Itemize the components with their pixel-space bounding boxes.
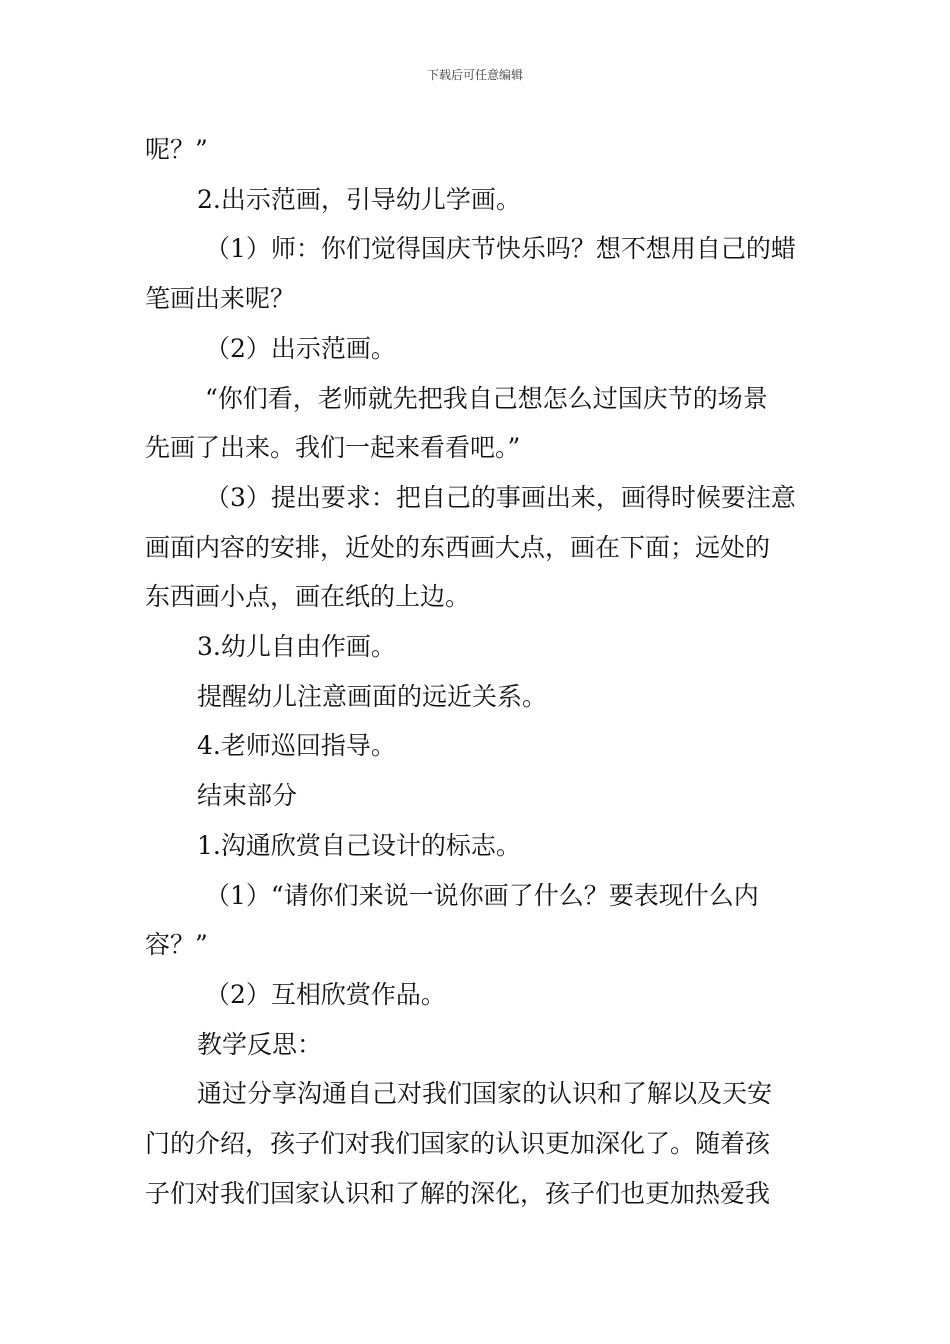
text-line: 3.幼儿自由作画。 [197,632,396,662]
text-line: 2.出示范画，引导幼儿学画。 [197,184,521,214]
text-line: 呢？” [145,135,208,164]
text-line: 4.老师巡回指导。 [197,731,396,761]
text-line: 提醒幼儿注意画面的远近关系。 [197,681,548,711]
text-line: 先画了出来。我们一起来看看吧。” [145,433,521,463]
text-line: 笔画出来呢？ [145,284,296,314]
document-body [145,125,810,1218]
page-header: 下载后可任意编辑 [426,68,523,82]
text-line: （3）提出要求：把自己的事画出来，画得时候要注意 [205,482,796,512]
text-line: 通过分享沟通自己对我们国家的认识和了解以及天安 [197,1079,773,1109]
text-line: 教学反思： [197,1029,323,1059]
text-line: （1）“请你们来说一说你画了什么？要表现什么内 [205,880,759,910]
text-line: 1.沟通欣赏自己设计的标志。 [197,830,521,860]
text-line: 容？” [145,930,208,960]
text-line: “你们看，老师就先把我自己想怎么过国庆节的场景 [205,383,768,413]
text-line: （1）师：你们觉得国庆节快乐吗？想不想用自己的蜡 [205,234,796,264]
text-line: 子们对我们国家认识和了解的深化，孩子们也更加热爱我 [145,1178,771,1208]
text-line: 结束部分 [197,781,298,811]
text-line: （2）互相欣赏作品。 [205,979,446,1009]
text-line: （2）出示范画。 [205,333,396,363]
text-line: 门的介绍，孩子们对我们国家的认识更加深化了。随着孩 [145,1129,771,1159]
text-line: 画面内容的安排，近处的东西画大点，画在下面；远处的 [145,532,771,562]
text-line: 东西画小点，画在纸的上边。 [145,582,471,612]
